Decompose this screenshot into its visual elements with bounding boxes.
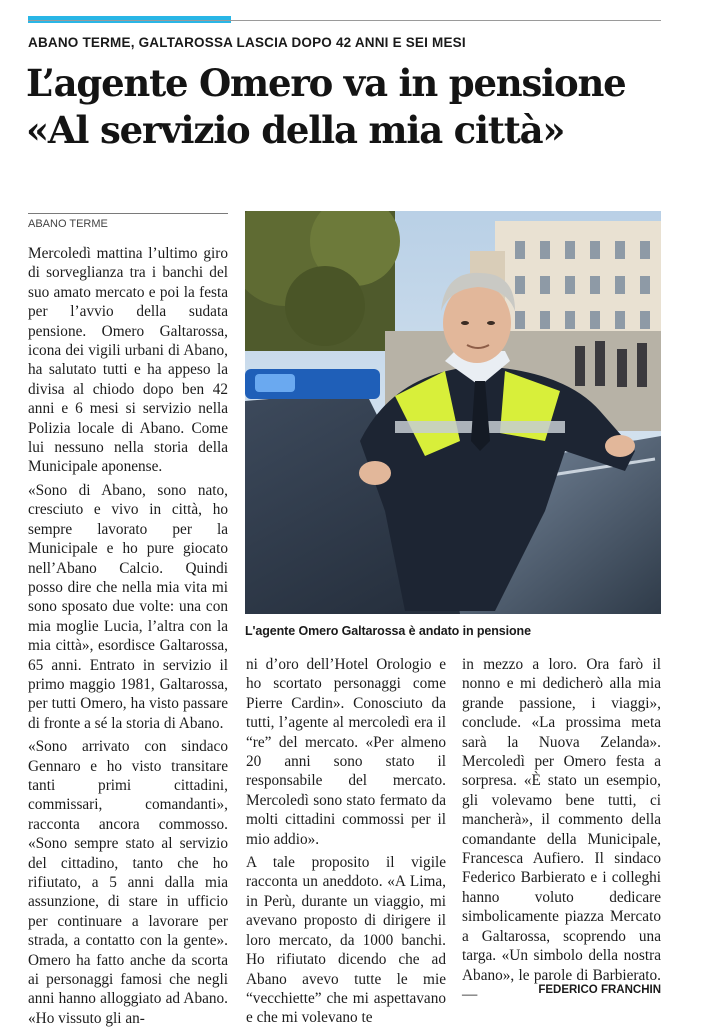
headline-line-2: «Al servizio della mia città» xyxy=(26,108,565,152)
paragraph: «Sono arrivato con sindaco Gennaro e ho visto transitare tanti primi cittadini, commissari, comandanti», racconta ancora commosso. «Sono sempre stato al servizio del cittadino, tanto che ho rifiutato, a 5 anni dalla mia assunzione, di stare in ufficio per continuare a lavorare per strada, a contatto con la gente». Omero ha fatto anche da scorta ai personaggi famosi che negli anni hanno alloggiato ad Abano. «Ho vissuto gli an- xyxy=(28,738,228,1027)
dateline: ABANO TERME xyxy=(28,218,108,230)
paragraph: in mezzo a loro. Ora farò il nonno e mi dedicherò alla mia grande passione, i viaggi», conclude. «La prossima meta sarà la Nuova Zelanda». Mercoledì per Omero festa a sorpresa. «È stato un esempio, gli volevamo bene tutti, ci mancherà», il commento della comandante della Municipale, Francesca Aufiero. Il sindaco Federico Barbierato e i colleghi hanno voluto dedicare simbolicamente piazza Mercato a Galtarossa, scoprendo una targa. «Un simbolo della nostra Abano», le parole di Barbierato. — xyxy=(462,656,661,1003)
dateline-rule xyxy=(28,213,228,214)
kicker: ABANO TERME, GALTAROSSA LASCIA DOPO 42 ANNI E SEI MESI xyxy=(28,35,466,50)
header-rule xyxy=(28,20,661,21)
headline xyxy=(26,60,686,154)
article-column-2 xyxy=(246,655,446,1032)
author-byline: FEDERICO FRANCHIN xyxy=(538,984,661,996)
article-column-3 xyxy=(462,655,661,1008)
paragraph: ni d’oro dell’Hotel Orologio e ho scortato personaggi come Pierre Cardin». Conosciuto da tutti, l’agente al mercoledì era il “re” del mercato. «Per almeno 20 anni sono stato il responsabile del mercato. Mercoledì sono stato fermato da molti cittadini commossi per il mio addio». xyxy=(246,656,446,848)
paragraph: Mercoledì mattina l’ultimo giro di sorveglianza tra i banchi del suo amato mercato e poi la festa per l’avvio della sudata pensione. Omero Galtarossa, icona dei vigili urbani di Abano, ha salutato tutti e ha appeso la divisa al chiodo dopo ben 42 anni e 6 mesi si servizio nella Polizia locale di Abano. Come lui nessuno nella storia della Municipale aponense. xyxy=(28,245,228,476)
article-column-1 xyxy=(28,244,228,1032)
paragraph: A tale proposito il vigile racconta un aneddoto. «A Lima, in Perù, durante un viaggio, mi avevano proposto di dirigere il loro mercato, da 1000 banchi. Ho rifiutato dicendo che ad Abano avevo tutte le mie “vecchiette” che mi aspettavano e che mi volevano te xyxy=(246,854,446,1027)
paragraph: «Sono di Abano, sono nato, cresciuto e vivo in città, ho sempre lavorato per la Municipale e ho pure giocato nell’Abano Calcio. Quindi posso dire che nella mia vita mi sono sposato due volte: una con mia moglie Lucia, l’altra con la mia città», esordisce Galtarossa, 65 anni. Entrato in servizio il primo maggio 1981, Galtarossa, per tutti Omero, ha visto passare di fronte a sé la storia di Abano. xyxy=(28,481,228,732)
headline-line-1: L’agente Omero va in pensione xyxy=(26,61,626,105)
photo-caption: L'agente Omero Galtarossa è andato in pensione xyxy=(245,624,531,638)
article-photo xyxy=(245,211,661,614)
officer-photo-illustration xyxy=(245,211,661,614)
